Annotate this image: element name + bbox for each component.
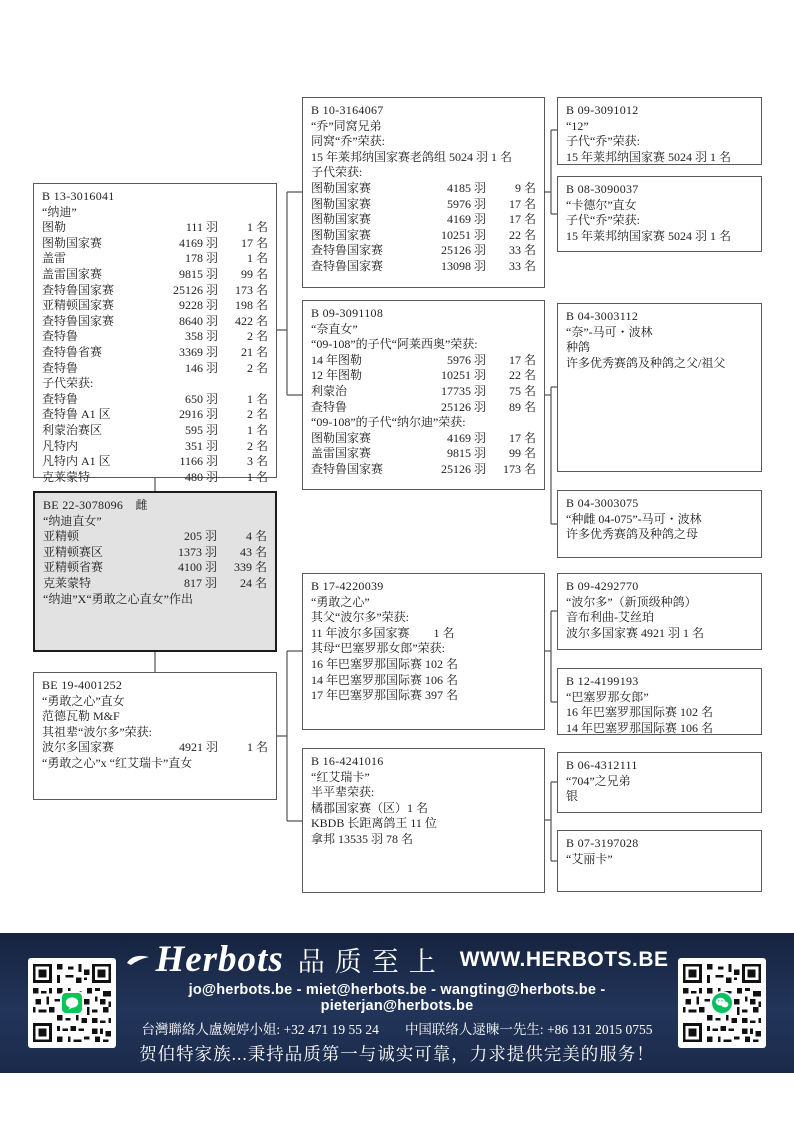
pedigree-line: 查特鲁国家赛 25126 羽 33 名 bbox=[311, 243, 536, 258]
pedigree-line: 子代荣获: bbox=[42, 376, 94, 391]
pedigree-line: 盖雷国家赛 9815 羽 99 名 bbox=[42, 266, 268, 281]
ring-number: B 04-3003075 bbox=[566, 496, 639, 510]
pedigree-line: 亚精顿省赛 4100 羽 339 名 bbox=[43, 560, 267, 575]
ring-number: B 06-4312111 bbox=[566, 758, 638, 772]
pedigree-line: 子代“乔”荣获: bbox=[566, 134, 640, 149]
herbots-logo: Herbots bbox=[155, 939, 284, 980]
pedigree-line: “704”之兄弟 bbox=[566, 773, 631, 788]
pedigree-line: 亚精顿国家赛 9228 羽 198 名 bbox=[42, 298, 268, 313]
pedigree-line: 11 年波尔多国家赛 1 名 bbox=[311, 625, 455, 640]
pedigree-box-subject bbox=[33, 491, 277, 652]
pedigree-line: 音布利曲-艾丝珀 bbox=[566, 610, 654, 625]
line-qr-code bbox=[28, 958, 116, 1048]
box-results bbox=[311, 595, 536, 704]
pedigree-line: 凡特内 A1 区 1166 羽 3 名 bbox=[42, 454, 268, 469]
pedigree-line: 亚精顿 205 羽 4 名 bbox=[43, 529, 267, 544]
pedigree-line: 其祖辈“波尔多”荣获: bbox=[42, 724, 152, 739]
pedigree-line: “波尔多”（新顶级种鸽） bbox=[566, 594, 697, 609]
wing-icon bbox=[125, 951, 151, 969]
ring-number: B 16-4241016 bbox=[311, 754, 384, 768]
footer-slogan: 贺伯特家族...秉持品质第一与诚实可靠，力求提供完美的服务！ bbox=[139, 1044, 655, 1064]
pedigree-box-ggp-6 bbox=[557, 668, 762, 735]
pedigree-line: 其母“巴塞罗那女郎”荣获: bbox=[311, 641, 445, 656]
pedigree-line: “纳迪”X“勇敢之心直女”作出 bbox=[43, 591, 193, 606]
pedigree-line: 图勒国家赛 5976 羽 17 名 bbox=[311, 196, 536, 211]
pedigree-line: 子代荣获: bbox=[311, 165, 363, 180]
pedigree-line: 图勒国家赛 4169 羽 17 名 bbox=[42, 235, 268, 250]
pedigree-line: 查特鲁 A1 区 2916 羽 2 名 bbox=[42, 407, 268, 422]
ring-number: B 12-4199193 bbox=[566, 674, 639, 688]
pedigree-line: 半平辈荣获: bbox=[311, 785, 375, 800]
pedigree-line: 银 bbox=[566, 789, 579, 804]
pedigree-line: 查特鲁国家赛 13098 羽 33 名 bbox=[311, 258, 536, 273]
ring-number: B 09-3091012 bbox=[566, 103, 639, 117]
pedigree-line: 14 年巴塞罗那国际赛 106 名 bbox=[311, 672, 459, 687]
pedigree-line: 查特鲁国家赛 8640 羽 422 名 bbox=[42, 313, 268, 328]
ring-number: B 13-3016041 bbox=[42, 189, 115, 203]
pedigree-line: 14 年图勒 5976 羽 17 名 bbox=[311, 352, 536, 367]
box-results bbox=[566, 512, 753, 543]
pedigree-line: 波尔多国家赛 4921 羽 1 名 bbox=[42, 740, 268, 755]
pedigree-box-sire bbox=[33, 183, 277, 484]
pedigree-line: “勇敢之心”直女 bbox=[42, 693, 125, 708]
pedigree-line: “纳迪” bbox=[42, 204, 77, 219]
pedigree-line: “乔”同窝兄弟 bbox=[311, 118, 382, 133]
pedigree-line: 波尔多国家赛 4921 羽 1 名 bbox=[566, 625, 705, 640]
pedigree-line: 子代“乔”荣获: bbox=[566, 213, 640, 228]
box-results bbox=[311, 770, 536, 848]
pedigree-line: 许多优秀赛鸽及种鸽之父/祖父 bbox=[566, 355, 726, 370]
pedigree-line: “巴塞罗那女郎” bbox=[566, 689, 649, 704]
pedigree-box-dam-father bbox=[302, 573, 545, 730]
pedigree-line: “纳迪直女” bbox=[43, 513, 102, 528]
wechat-icon bbox=[710, 991, 734, 1015]
pedigree-line: “艾丽卡” bbox=[566, 851, 613, 866]
pedigree-line: 图勒 111 羽 1 名 bbox=[42, 220, 268, 235]
pedigree-box-ggp-4 bbox=[557, 490, 762, 558]
pedigree-line: “卡德尔”直女 bbox=[566, 197, 637, 212]
pedigree-line: “种雌 04-075”-马可・波林 bbox=[566, 511, 702, 526]
pedigree-line: 图勒国家赛 4169 羽 17 名 bbox=[311, 212, 536, 227]
pedigree-line: 亚精顿赛区 1373 羽 43 名 bbox=[43, 544, 267, 559]
box-results bbox=[43, 514, 267, 608]
pedigree-line: 14 年巴塞罗那国际赛 106 名 bbox=[566, 720, 714, 735]
box-results bbox=[42, 205, 268, 486]
pedigree-box-dam-mother bbox=[302, 748, 545, 893]
pedigree-line: “09-108”的子代“阿莱西奥”荣获: bbox=[311, 337, 478, 352]
pedigree-line: 12 年图勒 10251 羽 22 名 bbox=[311, 368, 536, 383]
pedigree-line: 图勒国家赛 4169 羽 17 名 bbox=[311, 430, 536, 445]
pedigree-line: 15 年莱邦纳国家赛 5024 羽 1 名 bbox=[566, 149, 732, 164]
ring-number: BE 19-4001252 bbox=[42, 678, 123, 692]
pedigree-line: 查特鲁 650 羽 1 名 bbox=[42, 391, 268, 406]
pedigree-line: 橘郡国家赛（区）1 名 bbox=[311, 800, 429, 815]
china-contact: 中国联络人逯暕一先生: +86 131 2015 0755 bbox=[404, 1022, 653, 1037]
pedigree-line: 范德瓦勒 M&F bbox=[42, 709, 120, 724]
box-results bbox=[566, 119, 753, 166]
pedigree-line: 查特鲁 146 羽 2 名 bbox=[42, 360, 268, 375]
pedigree-line: “09-108”的子代“纳尔迪”荣获: bbox=[311, 415, 466, 430]
box-results bbox=[311, 119, 536, 275]
pedigree-line: KBDB 长距离鸽王 11 位 bbox=[311, 816, 437, 831]
box-results bbox=[311, 322, 536, 478]
pedigree-line: 16 年巴塞罗那国际赛 102 名 bbox=[566, 705, 714, 720]
box-results bbox=[566, 198, 753, 245]
box-results bbox=[566, 595, 753, 642]
ring-number: B 17-4220039 bbox=[311, 579, 384, 593]
box-results bbox=[566, 325, 753, 372]
ring-number: B 09-4292770 bbox=[566, 579, 639, 593]
line-icon bbox=[60, 991, 84, 1015]
pedigree-box-ggp-3 bbox=[557, 303, 762, 472]
contact-emails: jo@herbots.be - miet@herbots.be - wangting@herbots.be - pieterjan@herbots.be bbox=[188, 982, 606, 1014]
pedigree-line: “奈”-马可・波林 bbox=[566, 324, 653, 339]
pedigree-line: 15 年莱邦纳国家赛老鸽组 5024 羽 1 名 bbox=[311, 149, 513, 164]
box-results bbox=[42, 694, 268, 772]
pedigree-line: 查特鲁 358 羽 2 名 bbox=[42, 329, 268, 344]
pedigree-box-ggp-5 bbox=[557, 573, 762, 650]
pedigree-line: “勇敢之心”x “红艾瑞卡”直女 bbox=[42, 755, 193, 770]
pedigree-line: 查特鲁 25126 羽 89 名 bbox=[311, 399, 536, 414]
pedigree-line: 查特鲁国家赛 25126 羽 173 名 bbox=[42, 282, 268, 297]
pedigree-box-ggp-7 bbox=[557, 752, 762, 813]
box-results bbox=[566, 690, 753, 737]
pedigree-line: 同窝“乔”荣获: bbox=[311, 134, 385, 149]
ring-number: B 08-3090037 bbox=[566, 182, 639, 196]
pedigree-line: 许多优秀赛鸽及种鸽之母 bbox=[566, 527, 699, 542]
brand-row bbox=[124, 940, 670, 979]
pedigree-box-sire-father bbox=[302, 97, 545, 288]
pedigree-line: 16 年巴塞罗那国际赛 102 名 bbox=[311, 656, 459, 671]
pedigree-line: 其父“波尔多”荣获: bbox=[311, 610, 409, 625]
pedigree-box-ggp-1 bbox=[557, 97, 762, 165]
pedigree-line: “勇敢之心” bbox=[311, 594, 370, 609]
website-url: WWW.HERBOTS.BE bbox=[459, 947, 669, 971]
pedigree-line: 凡特内 351 羽 2 名 bbox=[42, 438, 268, 453]
pedigree-line: 图勒国家赛 10251 羽 22 名 bbox=[311, 227, 536, 242]
pedigree-line: 图勒国家赛 4185 羽 9 名 bbox=[311, 180, 536, 195]
pedigree-box-ggp-8 bbox=[557, 830, 762, 892]
ring-number: BE 22-3078096 雌 bbox=[43, 498, 148, 512]
pedigree-line: 种鸽 bbox=[566, 340, 591, 355]
pedigree-line: 盖雷国家赛 9815 羽 99 名 bbox=[311, 446, 536, 461]
pedigree-line: 利蒙治 17735 羽 75 名 bbox=[311, 383, 536, 398]
pedigree-box-dam bbox=[33, 672, 277, 800]
pedigree-line: 克莱蒙特 480 羽 1 名 bbox=[42, 469, 268, 484]
wechat-qr-code bbox=[678, 958, 766, 1048]
pedigree-line: “12” bbox=[566, 118, 589, 133]
pedigree-line: 15 年莱邦纳国家赛 5024 羽 1 名 bbox=[566, 228, 732, 243]
pedigree-box-ggp-2 bbox=[557, 176, 762, 252]
ring-number: B 09-3091108 bbox=[311, 306, 384, 320]
pedigree-line: 17 年巴塞罗那国际赛 397 名 bbox=[311, 688, 459, 703]
box-results bbox=[566, 774, 753, 805]
brand-tagline: 品质至上 bbox=[297, 947, 446, 977]
pedigree-line: 拿邦 13535 羽 78 名 bbox=[311, 831, 414, 846]
pedigree-line: “红艾瑞卡” bbox=[311, 769, 370, 784]
box-results bbox=[566, 852, 753, 868]
pedigree-line: 盖雷 178 羽 1 名 bbox=[42, 251, 268, 266]
pedigree-line: 查特鲁省赛 3369 羽 21 名 bbox=[42, 344, 268, 359]
footer-banner bbox=[0, 933, 794, 1073]
ring-number: B 04-3003112 bbox=[566, 309, 639, 323]
ring-number: B 10-3164067 bbox=[311, 103, 384, 117]
pedigree-line: 查特鲁国家赛 25126 羽 173 名 bbox=[311, 461, 536, 476]
contact-phones bbox=[124, 1018, 670, 1038]
taiwan-contact: 台灣聯絡人盧婉婷小姐: +32 471 19 55 24 bbox=[141, 1022, 379, 1037]
ring-number: B 07-3197028 bbox=[566, 836, 639, 850]
pedigree-line: 克莱蒙特 817 羽 24 名 bbox=[43, 575, 267, 590]
pedigree-box-sire-mother bbox=[302, 300, 545, 490]
pedigree-line: “奈直女” bbox=[311, 321, 358, 336]
pedigree-line: 利蒙治赛区 595 羽 1 名 bbox=[42, 422, 268, 437]
